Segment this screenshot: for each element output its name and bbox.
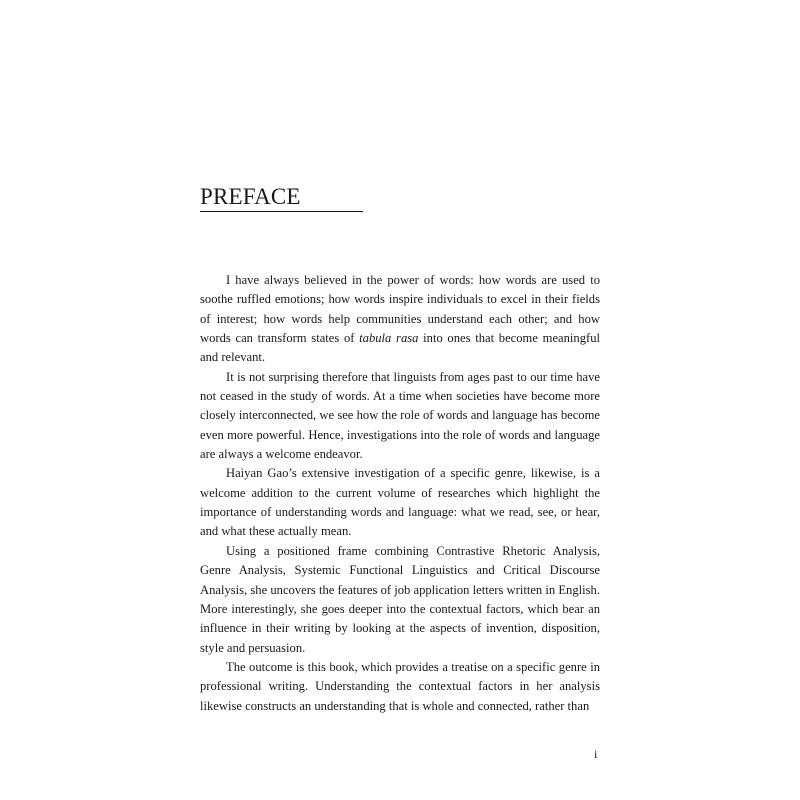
preface-body [200,271,600,716]
paragraph-1-text-start: I have always believed in the power of words: how words are used to soothe ruffled emotions; how words inspire individuals to excel in their fields of interest; how words help communities understand each other; and how words can transform states of [200,273,600,346]
paragraph-1-emphasis: tabula rasa [359,331,419,346]
paragraph-2: It is not surprising therefore that linguists from ages past to our time have not ceased in the study of words. At a time when societies have become more closely interconnected, we see how the role of words and language has become even more powerful. Hence, investigations into the role of words and language are always a welcome endeavor. [200,369,600,462]
chapter-heading-block [200,184,363,212]
paragraph-4: Using a positioned frame combining Contrastive Rhetoric Analysis, Genre Analysis, Systemic Functional Linguistics and Critical Discourse Analysis, she uncovers the features of job application letters written in English. More interestingly, she goes deeper into the contextual factors, which bear an influence in their writing by looking at the aspects of invention, disposition, style and persuasion. [200,543,600,655]
paragraph-3: Haiyan Gao’s extensive investigation of a specific genre, likewise, is a welcome addition to the current volume of researches which highlight the importance of understanding words and language: what we read, see, or hear, and what these actually mean. [200,466,600,539]
chapter-heading: PREFACE [200,184,301,209]
page-number: i [594,747,598,761]
paragraph-1 [200,271,600,368]
paragraph-1-text-end: into ones that become meaningful and relevant. [200,331,600,365]
paragraph-5: The outcome is this book, which provides a treatise on a specific genre in professional writing. Understanding the contextual factors in her analysis likewise constructs an understanding that is whole and connected, rather than [200,659,600,713]
